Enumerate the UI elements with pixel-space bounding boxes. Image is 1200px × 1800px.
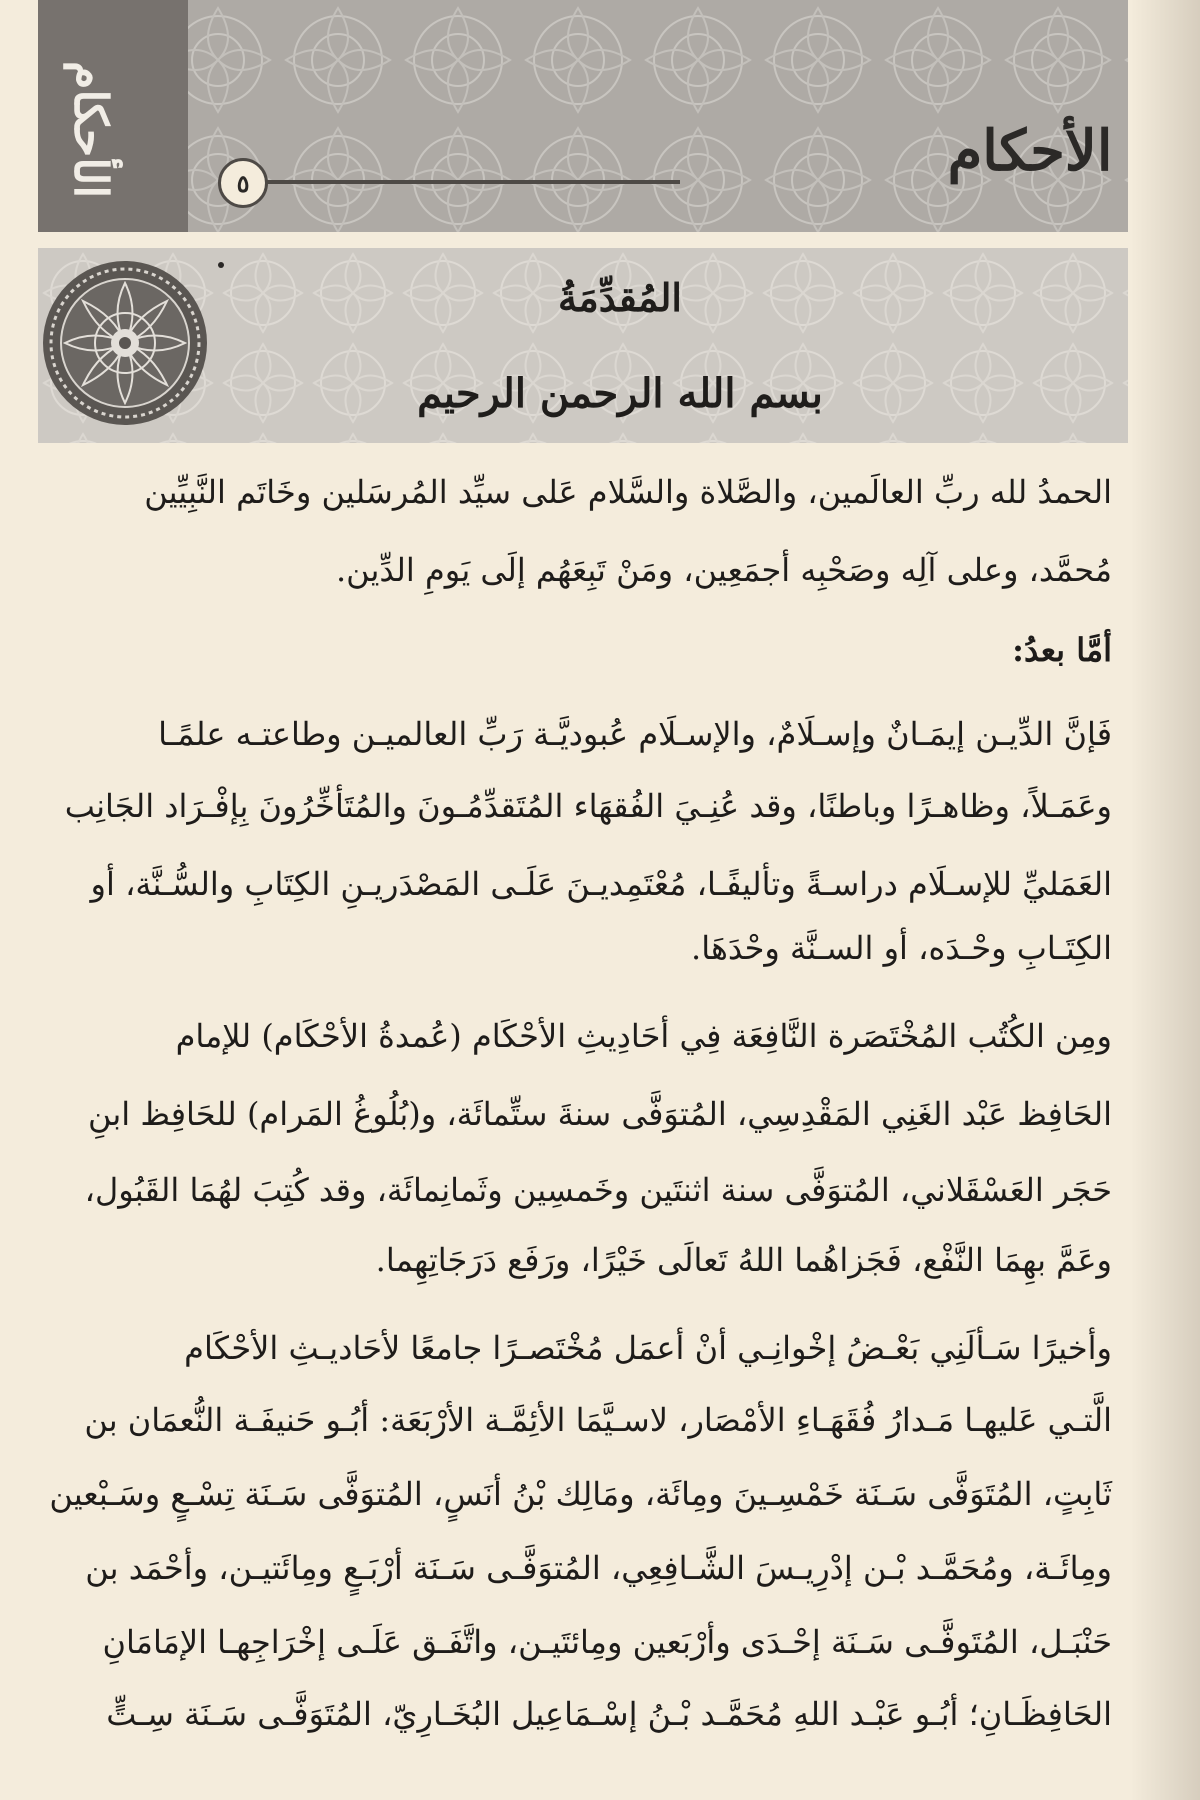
paragraph-line: ومِن الكُتُب المُخْتَصَرة النَّافِعَة فِي أحَادِيثِ الأحْكَام (عُمدةُ الأحْكَام) للإمام [175, 1017, 1112, 1055]
running-header [38, 0, 1128, 232]
paragraph-line: ثَابِتٍ، المُتَوَفَّى سَـنَة خَمْسِـينَ ومِائَة، ومَالِك بْنُ أنَسٍ، المُتوَفَّى سَـنَة تِسْـعٍ وسَـبْعين [49, 1475, 1112, 1513]
section-heading: المُقدِّمَةُ [557, 275, 682, 320]
paragraph-line: الحَافِظَـانِ؛ أبُـو عَبْـد اللهِ مُحَمَّـد بْـنُ إسْـمَاعِيل البُخَـارِيّ، المُتَوَفَّـى سَـنَة سِـتٍّ [106, 1695, 1112, 1733]
book-logo: الأحكام [64, 61, 118, 199]
paragraph-line: الكِتَـابِ وحْـدَه، أو السـنَّة وحْدَهَا. [691, 929, 1112, 967]
header-rule [250, 180, 680, 184]
header-book-title: الأحكام [947, 118, 1113, 184]
paragraph-line: مُحمَّد، وعلى آلِه وصَحْبِه أجمَعِين، ومَنْ تَبِعَهُم إلَى يَومِ الدِّين. [335, 551, 1112, 589]
paragraph-line: الحَافِظ عَبْد الغَنِي المَقْدِسِي، المُتوَفَّى سنةَ ستِّمائَة، و(بُلُوغُ المَرام) للحَافِظ ابنِ [88, 1095, 1112, 1133]
paragraph-line: وعَمَّ بهِمَا النَّفْع، فَجَزاهُما اللهُ تَعالَى خَيْرًا، ورَفَع دَرَجَاتِهِما. [375, 1241, 1112, 1279]
paragraph-line: حَجَر العَسْقَلاني، المُتوَفَّى سنة اثنتَين وخَمسِين وثَمانِمائَة، وقد كُتِبَ لهُمَا القَبُول، [84, 1171, 1112, 1209]
page-number: ٥ [218, 158, 268, 208]
header-ornament-pattern [38, 0, 1128, 232]
basmala: بسم الله الرحمن الرحيم [417, 370, 823, 417]
paragraph-line: وعَمَـلاً، وظاهـرًا وباطنًا، وقد عُنِـيَ الفُقهَاء المُتَقدِّمُـونَ والمُتَأخِّرُونَ بِإفْـرَاد الجَانِب [64, 787, 1112, 825]
paragraph-line: حَنْبَـل، المُتَوفَّـى سَـنَة إحْـدَى وأرْبَعين ومِائتَيـن، واتَّفَـق عَلَـى إخْرَاجِهـا الإمَامَانِ [102, 1623, 1112, 1661]
paragraph-line: الحمدُ لله ربِّ العالَمين، والصَّلاة والسَّلام عَلى سيِّد المُرسَلين وخَاتَم النَّبِيِّين [144, 473, 1112, 511]
mandala-ornament [40, 258, 210, 428]
ornament-dot [218, 262, 224, 268]
paragraph-line: العَمَليِّ للإسـلَام دراسـةً وتأليفًـا، مُعْتَمِديـنَ عَلَـى المَصْدَريـنِ الكِتَابِ والسُّـنَّة، أو [90, 865, 1112, 903]
paragraph-line: الَّتـي عَليهـا مَـدارُ فُقَهَـاءِ الأمْصَار، لاسـيَّمَا الأئِمَّـة الأرْبَعَة: أبُـو حَنيفَـة النُّعمَان بن [84, 1401, 1112, 1439]
paragraph-line: فَإنَّ الدِّيـن إيمَـانٌ وإسـلَامٌ، والإسـلَام عُبوديَّـة رَبِّ العالميـن وطاعتـه علمًـا [158, 715, 1112, 753]
page-edge-shadow [1130, 0, 1200, 1800]
subheading-line: أمَّا بعدُ: [1012, 631, 1112, 669]
paragraph-line: ومِائَـة، ومُحَمَّـد بْـن إدْرِيـسَ الشَّـافِعِي، المُتوَفَّـى سَـنَة أرْبَـعٍ ومِائَتيـن، وأحْمَد بن [85, 1549, 1112, 1587]
paragraph-line: وأخيرًا سَـألَنِي بَعْـضُ إخْوانِـي أنْ أعمَل مُخْتَصـرًا جامعًا لأحَاديـثِ الأحْكَام [184, 1329, 1112, 1367]
